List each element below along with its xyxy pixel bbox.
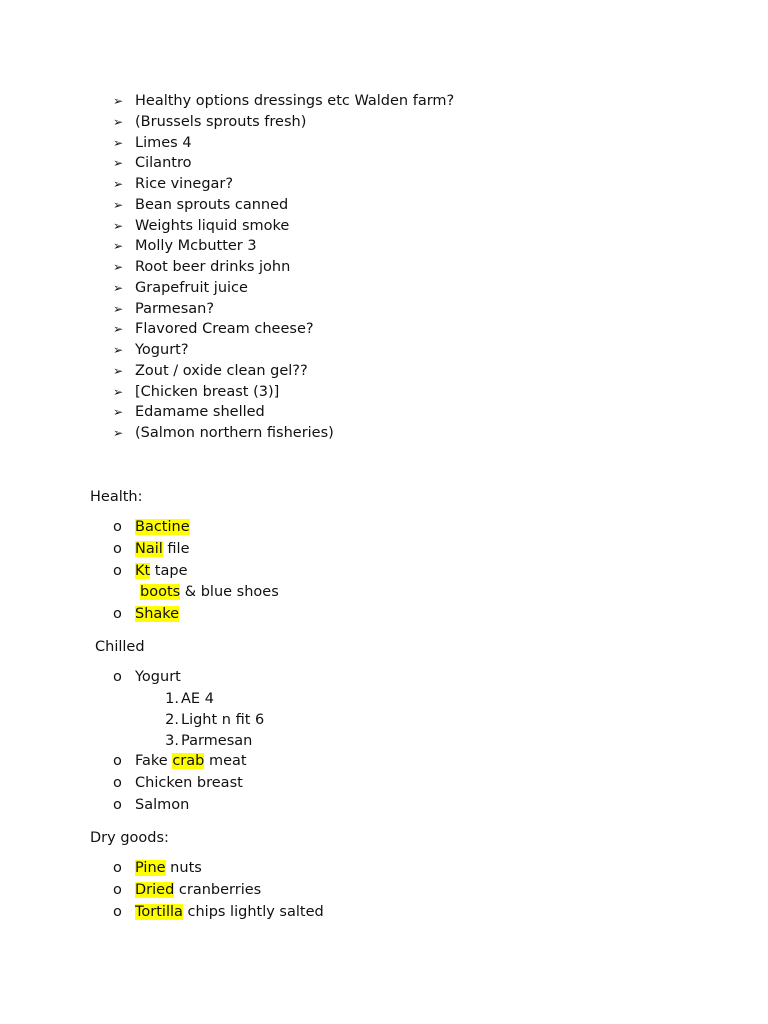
list-item-text — [135, 880, 261, 902]
circle-bullet-icon: o — [113, 519, 122, 535]
list-item-text: Parmesan? — [135, 300, 215, 317]
list-item-text — [135, 751, 247, 773]
list-item-text: Grapefruit juice — [135, 279, 248, 296]
highlighted-text: boots — [140, 584, 181, 601]
arrow-bullet-icon: ➢ — [113, 94, 124, 108]
list-item-text: Yogurt — [135, 669, 181, 685]
list-item-text: Cilantro — [135, 155, 192, 172]
list-item-text: (Brussels sprouts fresh) — [135, 113, 307, 130]
item-rest-text: chips lightly salted — [182, 903, 324, 920]
list-item-text: Salmon — [135, 796, 190, 813]
arrow-bullet-icon: ➢ — [113, 280, 124, 295]
circle-bullet-icon: o — [113, 753, 122, 769]
arrow-bullet-icon: ➢ — [113, 260, 124, 274]
list-item-text: Edamame shelled — [135, 404, 265, 421]
arrow-bullet-icon: ➢ — [113, 384, 124, 399]
list-item-text: Light n fit 6 — [181, 711, 265, 728]
list-number: 1. — [165, 691, 179, 707]
circle-bullet-icon: o — [113, 606, 122, 623]
arrow-bullet-icon: ➢ — [113, 426, 124, 440]
item-rest-text: tape — [150, 562, 188, 579]
list-item-text — [135, 517, 190, 539]
list-item-text: Chicken breast — [135, 774, 243, 791]
list-item-text: (Salmon northern fisheries) — [135, 425, 334, 441]
list-item-text: Weights liquid smoke — [135, 217, 290, 234]
circle-bullet-icon: o — [113, 881, 122, 898]
list-item-text — [140, 582, 279, 604]
list-number: 2. — [165, 711, 179, 728]
arrow-bullet-icon: ➢ — [113, 197, 124, 212]
highlighted-text: Shake — [135, 606, 180, 623]
circle-bullet-icon: o — [113, 540, 122, 557]
highlighted-text: Pine — [135, 860, 166, 876]
circle-bullet-icon: o — [113, 796, 122, 813]
circle-bullet-icon: o — [113, 774, 122, 791]
list-item-text — [135, 858, 202, 880]
highlighted-text: Nail — [135, 540, 163, 557]
item-pre-text: Fake — [135, 753, 173, 769]
arrow-bullet-icon: ➢ — [113, 239, 124, 254]
arrow-bullet-icon: ➢ — [113, 322, 124, 337]
list-item-text: Healthy options dressings etc Walden farm? — [135, 93, 455, 109]
list-item-text: Molly Mcbutter 3 — [135, 238, 257, 255]
arrow-bullet-icon: ➢ — [113, 363, 124, 378]
highlighted-text: crab — [172, 753, 205, 769]
arrow-bullet-icon: ➢ — [113, 156, 124, 171]
chilled-heading: Chilled — [95, 639, 145, 655]
list-item-text: Yogurt? — [135, 342, 189, 358]
arrow-bullet-icon: ➢ — [113, 405, 124, 420]
list-item-text: Rice vinegar? — [135, 176, 234, 192]
arrow-bullet-icon: ➢ — [113, 301, 124, 316]
arrow-bullet-icon: ➢ — [113, 135, 124, 150]
circle-bullet-icon: o — [113, 562, 122, 579]
item-rest-text: cranberries — [174, 881, 262, 898]
highlighted-text: Bactine — [135, 519, 190, 535]
list-item-text: Flavored Cream cheese? — [135, 321, 314, 338]
circle-bullet-icon: o — [113, 903, 122, 920]
list-item-text: Bean sprouts canned — [135, 196, 289, 213]
arrow-bullet-icon: ➢ — [113, 177, 124, 191]
item-rest-text: nuts — [165, 860, 202, 876]
list-item-text: AE 4 — [181, 691, 214, 707]
highlighted-text: Tortilla — [135, 903, 183, 920]
list-item-text: [Chicken breast (3)] — [135, 383, 280, 400]
arrow-bullet-icon: ➢ — [113, 218, 124, 233]
list-number: 3. — [165, 732, 179, 749]
arrow-bullet-icon: ➢ — [113, 114, 124, 129]
circle-bullet-icon: o — [113, 860, 122, 876]
arrow-bullet-icon: ➢ — [113, 343, 124, 357]
circle-bullet-icon: o — [113, 669, 122, 685]
item-rest-text: file — [162, 540, 190, 557]
highlighted-text: Kt — [135, 562, 151, 579]
list-item-text: Limes 4 — [135, 134, 192, 151]
list-item-text: Zout / oxide clean gel?? — [135, 362, 308, 379]
list-item-text — [135, 561, 188, 583]
list-item-text: Parmesan — [181, 732, 253, 749]
item-rest-text: meat — [204, 753, 247, 769]
item-rest-text: & blue shoes — [180, 584, 279, 601]
list-item-text — [135, 902, 324, 924]
dry-goods-heading: Dry goods: — [90, 830, 169, 846]
list-item-text: Root beer drinks john — [135, 259, 291, 275]
health-heading: Health: — [90, 489, 143, 505]
list-item-text — [135, 604, 179, 626]
list-item-text — [135, 539, 190, 561]
highlighted-text: Dried — [135, 881, 175, 898]
